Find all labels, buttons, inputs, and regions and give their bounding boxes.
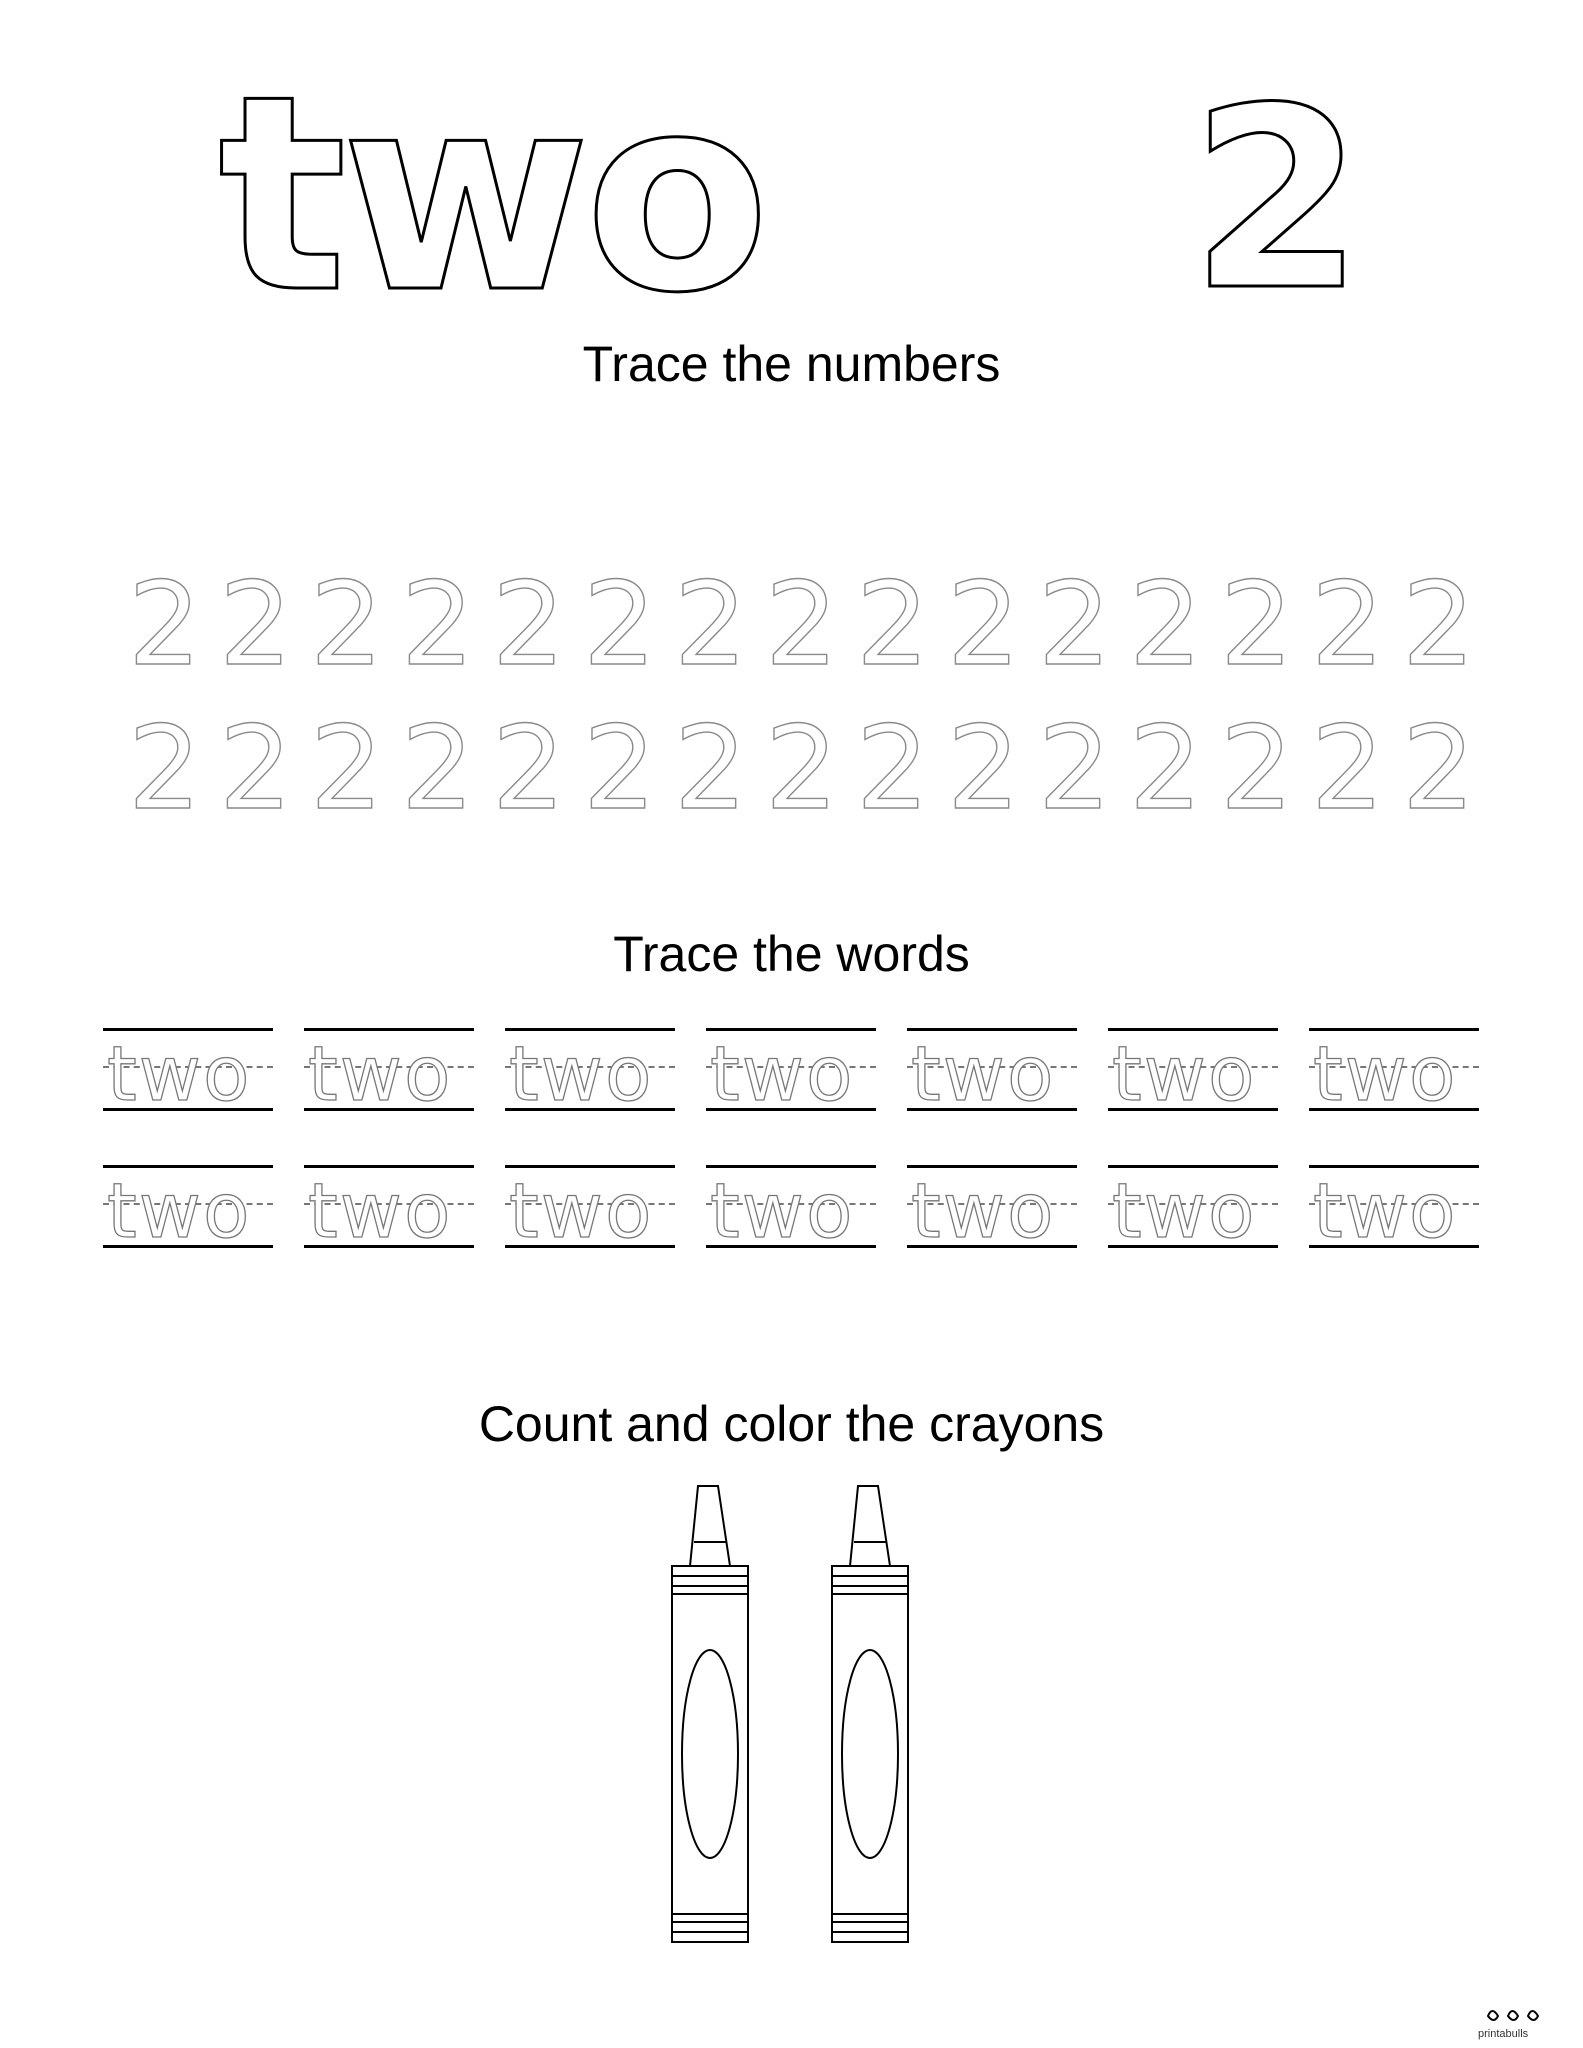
trace-digit: 2: [1402, 558, 1476, 692]
trace-word-cell: [304, 1028, 474, 1118]
logo-text: printabulls: [1478, 2028, 1529, 2040]
trace-digit: 2: [1129, 558, 1203, 692]
trace-word-cell: [907, 1028, 1077, 1118]
trace-digit: 2: [583, 558, 657, 692]
trace-word-cell: [103, 1028, 273, 1118]
trace-word: two: [911, 1166, 1056, 1255]
trace-digit: 2: [1038, 702, 1112, 836]
trace-digit: 2: [1220, 702, 1294, 836]
trace-word: two: [710, 1166, 855, 1255]
trace-word: two: [308, 1029, 453, 1118]
trace-digit: 2: [128, 558, 202, 692]
trace-digit: 2: [1311, 558, 1385, 692]
trace-word-cell: [706, 1028, 876, 1118]
trace-word: two: [1313, 1166, 1458, 1255]
trace-word: two: [710, 1029, 855, 1118]
trace-digit: 2: [219, 558, 293, 692]
trace-digit: 2: [401, 558, 475, 692]
trace-digit: 2: [492, 558, 566, 692]
trace-digit: 2: [856, 702, 930, 836]
trace-word: two: [509, 1166, 654, 1255]
trace-word-cell: [1108, 1028, 1278, 1118]
trace-word: two: [308, 1166, 453, 1255]
trace-digit: 2: [856, 558, 930, 692]
trace-digit: 2: [947, 702, 1021, 836]
trace-digit: 2: [310, 702, 384, 836]
trace-word: two: [509, 1029, 654, 1118]
trace-digit: 2: [492, 702, 566, 836]
count-crayons-heading: Count and color the crayons: [478, 1396, 1105, 1452]
trace-digit: 2: [1402, 702, 1476, 836]
trace-digit: 2: [401, 702, 475, 836]
trace-digit: 2: [674, 702, 748, 836]
trace-digit: 2: [1220, 558, 1294, 692]
trace-digit: 2: [674, 558, 748, 692]
crayon-icon: [668, 1484, 752, 1944]
title-word: two: [218, 37, 764, 352]
trace-digit: 2: [219, 702, 293, 836]
trace-word-cell: [505, 1165, 675, 1255]
trace-word-cell: [1309, 1028, 1479, 1118]
trace-word-cell: [103, 1165, 273, 1255]
trace-word-cell: [907, 1165, 1077, 1255]
trace-word: two: [107, 1029, 252, 1118]
trace-word-cell: [1309, 1165, 1479, 1255]
trace-digit: 2: [765, 702, 839, 836]
trace-word: two: [1112, 1029, 1257, 1118]
trace-word-cell: [706, 1165, 876, 1255]
trace-digit: 2: [310, 558, 384, 692]
trace-digit: 2: [128, 702, 202, 836]
trace-word: two: [107, 1166, 252, 1255]
trace-word: two: [1313, 1029, 1458, 1118]
trace-word-cell: [304, 1165, 474, 1255]
trace-digit: 2: [765, 558, 839, 692]
trace-word: two: [911, 1029, 1056, 1118]
trace-word-cell: [1108, 1165, 1278, 1255]
trace-digit: 2: [1311, 702, 1385, 836]
crayon-icon: [828, 1484, 912, 1944]
trace-words-heading: Trace the words: [613, 926, 970, 982]
title-digit: 2: [1190, 54, 1364, 345]
trace-digit: 2: [1129, 702, 1203, 836]
trace-digit: 2: [583, 702, 657, 836]
trace-numbers-heading: Trace the numbers: [582, 336, 1001, 392]
trace-word: two: [1112, 1166, 1257, 1255]
trace-digit: 2: [947, 558, 1021, 692]
trace-word-cell: [505, 1028, 675, 1118]
trace-digit: 2: [1038, 558, 1112, 692]
